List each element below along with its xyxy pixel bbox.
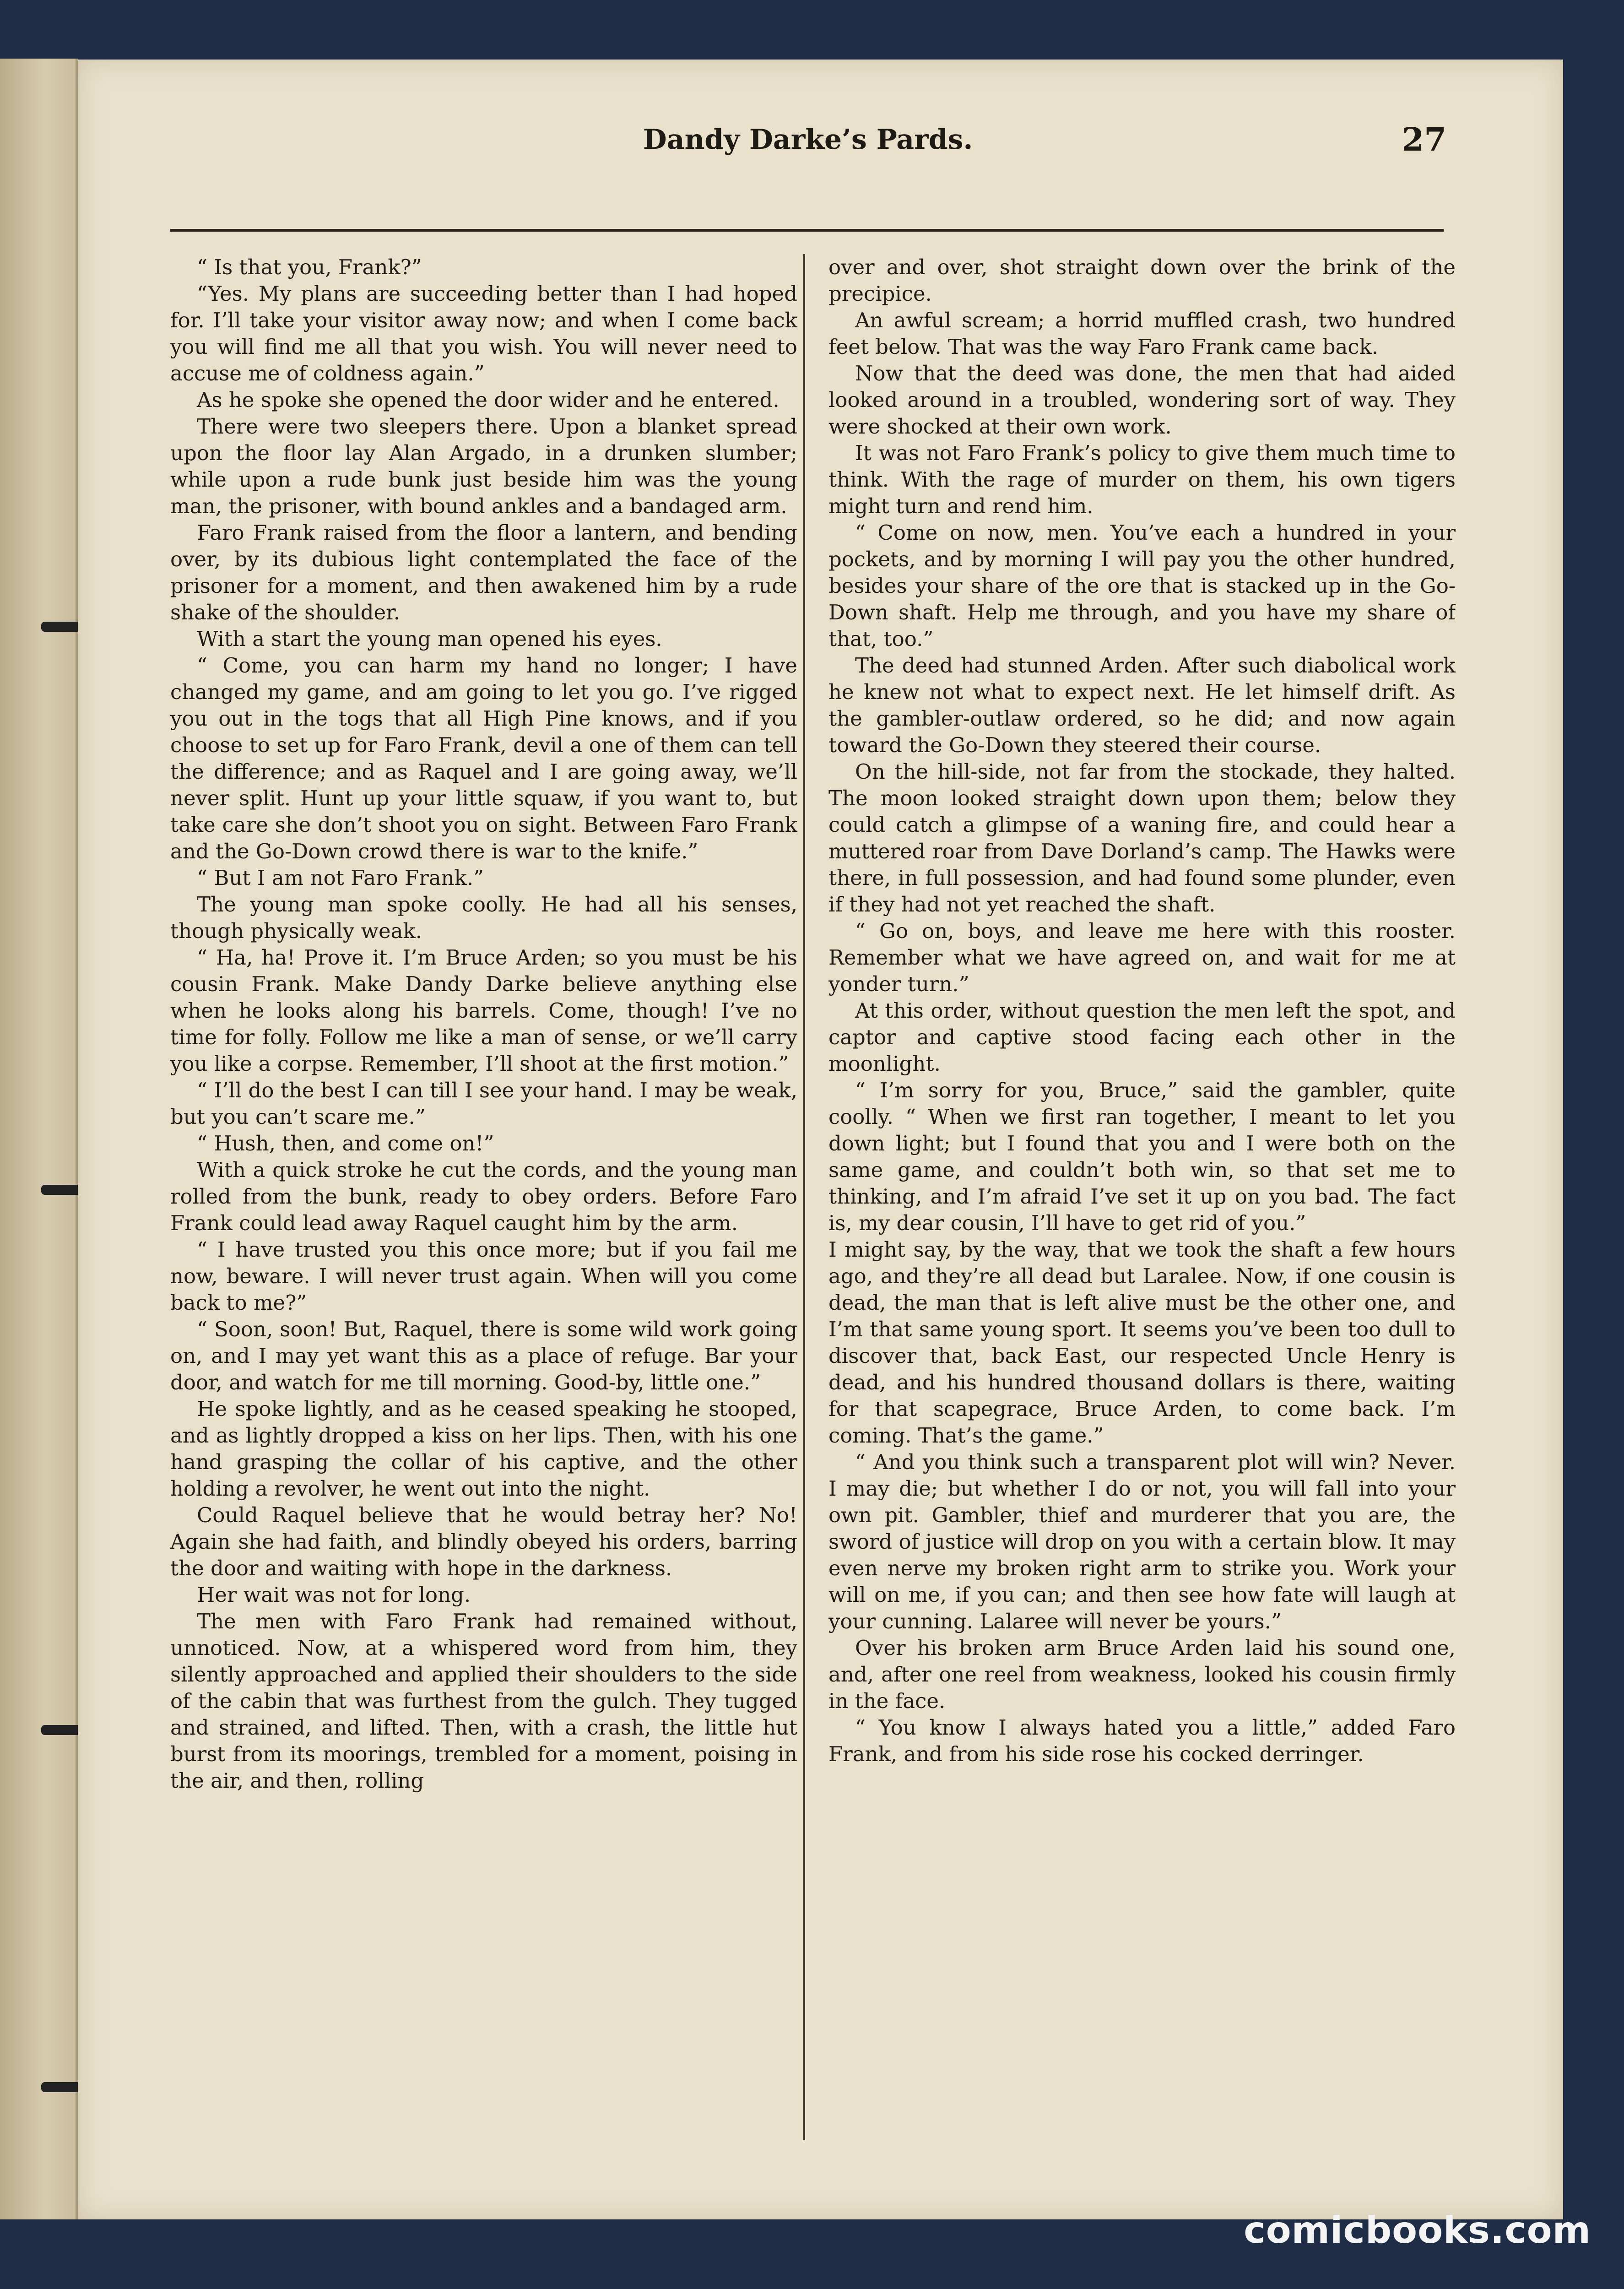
paragraph: “Yes. My plans are succeeding better than I had hoped for. I’ll take your visitor away now; and when I come back you will find me all that you wish. You will never need to accuse me of coldness again.” [170, 282, 797, 385]
paragraph: “ Come, you can harm my hand no longer; I have changed my game, and am going to let you go. I’ve rigged you out in the togs that all High Pine knows, and if you choose to set up for Faro Frank, devil a one of them can tell the difference; and as Raquel and I are going away, we’ll never split. Hunt up your little squaw, if you want to, but take care she don’t shoot you on sight. Between Faro Frank and the Go-Down crowd there is war to the knife.” [170, 653, 797, 863]
paragraph: “ I’m sorry for you, Bruce,” said the gambler, quite coolly. “ When we first ran together, I meant to let you down light; but I found that you and I were both on the same game, and couldn’t both win, so that set me to thinking, and I’m afraid I’ve set it up on you bad. The fact is, my dear cousin, I’ll have to get rid of you.” [828, 1078, 1456, 1235]
paragraph: “ You know I always hated you a little,” added Faro Frank, and from his side rose his cocked derringer. [828, 1715, 1456, 1766]
paragraph: I might say, by the way, that we took the shaft a few hours ago, and they’re all dead but Laralee. Now, if one cousin is dead, the man that is left alive must be the other one, and I’m that same young sport. It seems you’ve been too dull to discover that, back East, our respected Uncle Henry is dead, and his hundred thousand dollars is there, waiting for that scapegrace, Bruce Arden, to come back. I’m coming. That’s the game.” [828, 1237, 1456, 1448]
paragraph: “ Come on now, men. You’ve each a hundred in your pockets, and by morning I will pay you the other hundred, besides your share of the ore that is stacked up in the Go-Down shaft. Help me through, and you have my share of that, too.” [828, 521, 1456, 651]
paragraph: “ Ha, ha! Prove it. I’m Bruce Arden; so you must be his cousin Frank. Make Dandy Darke believe anything else when he looks along his barrels. Come, though! I’ve no time for folly. Follow me like a man of sense, or we’ll carry you like a corpse. Remember, I’ll shoot at the first motion.” [170, 945, 797, 1076]
paragraph: It was not Faro Frank’s policy to give them much time to think. With the rage of murder on them, his own tigers might turn and rend him. [828, 441, 1456, 518]
page-header [169, 114, 1446, 165]
left-text-column [170, 254, 797, 2149]
paragraph: There were two sleepers there. Upon a blanket spread upon the floor lay Alan Argado, in a drunken slumber; while upon a rude bunk just beside him was the young man, the prisoner, with bound ankles and a bandaged arm. [170, 414, 797, 518]
paragraph: He spoke lightly, and as he ceased speaking he stooped, and as lightly dropped a kiss on her lips. Then, with his one hand grasping the collar of his captive, and the other holding a revolver, he went out into the night. [170, 1397, 797, 1501]
paragraph: “ But I am not Faro Frank.” [197, 866, 484, 890]
paragraph: “ I’ll do the best I can till I see your hand. I may be weak, but you can’t scare me.” [170, 1078, 797, 1129]
paragraph: The young man spoke coolly. He had all his senses, though physically weak. [170, 892, 797, 943]
paragraph: At this order, without question the men left the spot, and captor and captive stood facing each other in the moonlight. [828, 998, 1456, 1076]
paragraph: As he spoke she opened the door wider and he entered. [197, 388, 780, 412]
site-watermark: comicbooks.com [1244, 2209, 1591, 2251]
paragraph: “ I have trusted you this once more; but if you fail me now, beware. I will never trust again. When will you come back to me?” [170, 1237, 797, 1315]
paragraph: Now that the deed was done, the men that had aided looked around in a troubled, wondering sort of way. They were shocked at their own work. [828, 361, 1456, 439]
paragraph: Faro Frank raised from the floor a lantern, and bending over, by its dubious light contemplated the face of the prisoner for a moment, and then awakened him by a rude shake of the shoulder. [170, 521, 797, 624]
paragraph: “ Hush, then, and come on!” [197, 1131, 494, 1155]
paragraph: “ And you think such a transparent plot will win? Never. I may die; but whether I do or not, you will fall into your own pit. Gambler, thief and murderer that you are, the sword of justice will drop on you with a certain blow. It may even nerve my broken right arm to strike you. Work your will on me, if you can; and then see how fate will laugh at your cunning. Lalaree will never be yours.” [828, 1450, 1456, 1633]
facing-page-edge [0, 59, 78, 2219]
paragraph: “ Go on, boys, and leave me here with this rooster. Remember what we have agreed on, and wait for me at yonder turn.” [828, 919, 1456, 996]
paragraph: With a quick stroke he cut the cords, and the young man rolled from the bunk, ready to obey orders. Before Faro Frank could lead away Raquel caught him by the arm. [170, 1158, 797, 1235]
header-rule [170, 229, 1444, 232]
paragraph: Could Raquel believe that he would betray her? No! Again she had faith, and blindly obeyed his orders, barring the door and waiting with hope in the darkness. [170, 1503, 797, 1580]
paragraph: “ Soon, soon! But, Raquel, there is some wild work going on, and I may yet want this as a place of refuge. Bar your door, and watch for me till morning. Good-by, little one.” [170, 1317, 797, 1394]
paragraph: An awful scream; a horrid muffled crash, two hundred feet below. That was the way Faro Frank came back. [828, 308, 1456, 359]
paragraph: The deed had stunned Arden. After such diabolical work he knew not what to expect next. He let himself drift. As the gambler-outlaw ordered, so he did; and now again toward the Go-Down they steered their course. [828, 653, 1456, 757]
paragraph: With a start the young man opened his eyes. [197, 627, 662, 651]
paragraph: over and over, shot straight down over the brink of the precipice. [828, 255, 1456, 306]
paragraph: On the hill-side, not far from the stockade, they halted. The moon looked straight down upon them; below they could catch a glimpse of a waning fire, and could hear a muttered roar from Dave Dorland’s camp. The Hawks were there, in full possession, and had found some plunder, even if they had not yet reached the shaft. [828, 759, 1456, 917]
column-divider [803, 254, 805, 2140]
paragraph: The men with Faro Frank had remained without, unnoticed. Now, at a whispered word from him, they silently approached and applied their shoulders to the side of the cabin that was furthest from the gulch. They tugged and strained, and lifted. Then, with a crash, the little hut burst from its moorings, trembled for a moment, poising in the air, and then, rolling [170, 1609, 797, 1793]
page-number: 27 [1402, 120, 1446, 158]
paragraph: “ Is that you, Frank?” [197, 255, 422, 279]
paragraph: Her wait was not for long. [197, 1583, 471, 1607]
paragraph: Over his broken arm Bruce Arden laid his sound one, and, after one reel from weakness, looked his cousin firmly in the face. [828, 1636, 1456, 1713]
running-title: Dandy Darke’s Pards. [643, 124, 973, 156]
right-text-column [828, 254, 1456, 2149]
